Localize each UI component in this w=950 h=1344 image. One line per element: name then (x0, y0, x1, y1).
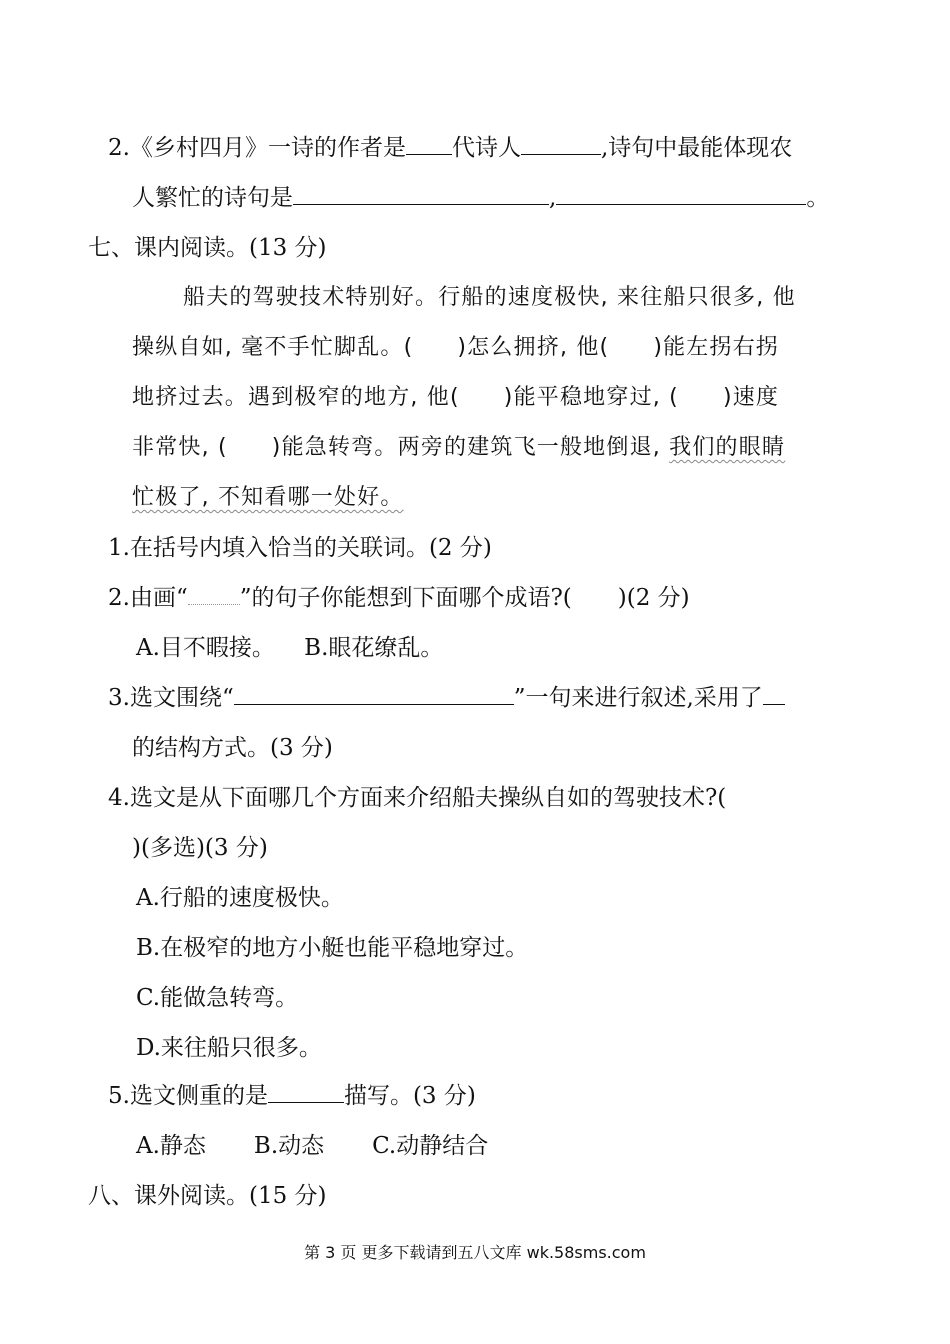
q7-2-text: ”的句子你能想到下面哪个成语?( (239, 585, 572, 611)
q7-4-option-d: D.来往船只很多。 (136, 1035, 322, 1061)
q6-2-mid: 代诗人 (451, 135, 521, 161)
wavy-underlined-sentence: 我们的眼睛 (669, 435, 786, 460)
passage-text: )怎么拥挤, 他( (457, 335, 610, 360)
q7-4: 4.选文是从下面哪几个方面来介绍船夫操纵自如的驾驶技术?( (108, 785, 727, 811)
q6-2-line1 (108, 132, 792, 164)
q6-2-line2 (132, 182, 829, 214)
q7-4-option-b: B.在极窄的地方小艇也能平稳地穿过。 (136, 935, 529, 961)
q7-2-points: )(2 分) (617, 585, 690, 611)
q7-3-line2: 的结构方式。(3 分) (132, 735, 333, 761)
q6-2-end: 。 (806, 185, 830, 211)
q7-5-option-b: B.动态 (253, 1133, 325, 1159)
passage-text: )速度 (722, 385, 780, 410)
answer-blank[interactable] (268, 1080, 344, 1103)
section-8-heading: 八、课外阅读。(15 分) (88, 1183, 327, 1209)
passage-line-2 (132, 332, 779, 364)
passage-text: 地挤过去。遇到极窄的地方, 他( (132, 385, 460, 410)
q6-2-line2-prefix: 人繁忙的诗句是 (132, 185, 293, 211)
q7-5-option-a: A.静态 (136, 1133, 206, 1159)
wavy-line-sample (188, 586, 240, 605)
q7-4-line2: )(多选)(3 分) (132, 835, 268, 861)
answer-blank[interactable] (293, 182, 549, 205)
q7-5-text: 5.选文侧重的是 (108, 1083, 268, 1109)
passage-text: )能平稳地穿过, ( (503, 385, 679, 410)
passage-text: 非常快, ( (132, 435, 228, 460)
q7-3 (108, 682, 785, 714)
passage-text: )能左拐右拐 (653, 335, 780, 360)
passage-line-5 (132, 482, 404, 514)
passage-text: )能急转弯。两旁的建筑飞一般地倒退, (271, 435, 670, 460)
passage-text: 操纵自如, 毫不手忙脚乱。( (132, 335, 414, 360)
q6-2-comma: , (549, 185, 557, 211)
q7-3-text: ”一句来进行叙述,采用了 (513, 685, 763, 711)
q7-5-text: 描写。(3 分) (343, 1083, 476, 1109)
section-7-heading: 七、课内阅读。(13 分) (88, 235, 327, 261)
q7-5 (108, 1080, 476, 1112)
answer-blank[interactable] (763, 682, 785, 705)
q7-2-options: A.目不暇接。 B.眼花缭乱。 (136, 635, 444, 661)
q7-3-text: 3.选文围绕“ (108, 685, 234, 711)
wavy-underlined-sentence: 忙极了, 不知看哪一处好。 (132, 485, 404, 510)
q7-4-option-c: C.能做急转弯。 (136, 985, 299, 1011)
passage-line-3 (132, 382, 779, 414)
q6-2-prefix: 2.《乡村四月》一诗的作者是 (108, 135, 406, 161)
answer-blank[interactable] (556, 182, 806, 205)
q7-1: 1.在括号内填入恰当的关联词。(2 分) (108, 535, 492, 561)
q7-4-option-a: A.行船的速度极快。 (136, 885, 344, 911)
q7-2 (108, 582, 690, 614)
q6-2-suffix: ,诗句中最能体现农 (600, 135, 793, 161)
passage-line-4 (132, 432, 785, 464)
q7-5-option-c: C.动静结合 (372, 1133, 489, 1159)
answer-blank[interactable] (406, 132, 452, 155)
page-footer: 第 3 页 更多下载请到五八文库 wk.58sms.com (304, 1243, 646, 1262)
passage-line-1: 船夫的驾驶技术特别好。行船的速度极快, 来往船只很多, 他 (183, 285, 796, 310)
q7-2-text: 2.由画“ (108, 585, 188, 611)
q7-5-options (136, 1130, 488, 1162)
answer-blank[interactable] (521, 132, 601, 155)
answer-blank[interactable] (234, 682, 514, 705)
